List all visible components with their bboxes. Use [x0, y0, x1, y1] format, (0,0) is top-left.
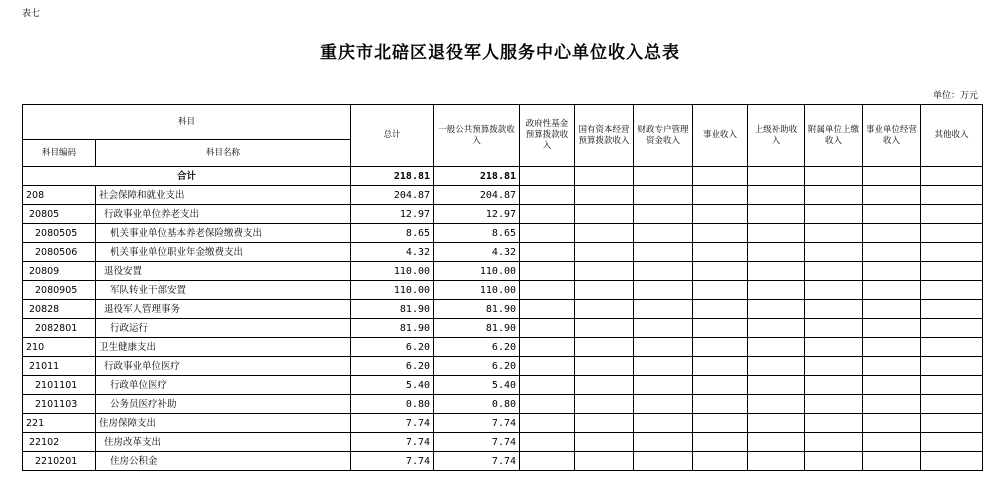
total-amount: 218.81	[351, 167, 434, 186]
empty-cell	[520, 338, 575, 357]
empty-cell	[805, 357, 863, 376]
general-budget-cell: 7.74	[434, 452, 520, 471]
empty-cell	[575, 262, 634, 281]
table-row	[23, 319, 983, 338]
total-cell: 110.00	[351, 281, 434, 300]
general-budget-cell: 6.20	[434, 357, 520, 376]
empty-cell	[921, 395, 983, 414]
total-cell: 7.74	[351, 414, 434, 433]
empty-cell	[693, 357, 748, 376]
subject-name-cell: 行政单位医疗	[96, 376, 351, 395]
subject-name-cell: 行政事业单位医疗	[96, 357, 351, 376]
income-summary-table	[22, 104, 983, 471]
header-affiliated: 附属单位上缴收入	[805, 105, 863, 167]
empty-cell	[921, 205, 983, 224]
empty-cell	[805, 300, 863, 319]
empty-cell	[863, 186, 921, 205]
empty-cell	[748, 167, 805, 186]
empty-cell	[634, 186, 693, 205]
empty-cell	[921, 224, 983, 243]
empty-cell	[748, 281, 805, 300]
empty-cell	[693, 205, 748, 224]
empty-cell	[863, 224, 921, 243]
empty-cell	[693, 186, 748, 205]
empty-cell	[805, 433, 863, 452]
empty-cell	[575, 414, 634, 433]
empty-cell	[634, 357, 693, 376]
empty-cell	[520, 300, 575, 319]
empty-cell	[693, 376, 748, 395]
empty-cell	[634, 300, 693, 319]
general-budget-cell: 8.65	[434, 224, 520, 243]
empty-cell	[863, 243, 921, 262]
empty-cell	[520, 319, 575, 338]
empty-cell	[805, 262, 863, 281]
empty-cell	[520, 433, 575, 452]
empty-cell	[634, 224, 693, 243]
table-row	[23, 357, 983, 376]
header-fiscal-special: 财政专户管理资金收入	[634, 105, 693, 167]
general-budget-cell: 4.32	[434, 243, 520, 262]
table-row	[23, 452, 983, 471]
subject-name-cell: 机关事业单位基本养老保险缴费支出	[96, 224, 351, 243]
empty-cell	[921, 262, 983, 281]
empty-cell	[693, 433, 748, 452]
empty-cell	[863, 167, 921, 186]
header-subject: 科目	[23, 105, 351, 140]
empty-cell	[634, 167, 693, 186]
general-budget-cell: 110.00	[434, 262, 520, 281]
empty-cell	[748, 319, 805, 338]
empty-cell	[520, 376, 575, 395]
total-cell: 204.87	[351, 186, 434, 205]
empty-cell	[748, 395, 805, 414]
empty-cell	[863, 376, 921, 395]
table-row	[23, 300, 983, 319]
empty-cell	[575, 281, 634, 300]
empty-cell	[520, 224, 575, 243]
table-row	[23, 395, 983, 414]
total-cell: 0.80	[351, 395, 434, 414]
empty-cell	[693, 300, 748, 319]
empty-cell	[863, 338, 921, 357]
general-budget-cell: 6.20	[434, 338, 520, 357]
empty-cell	[748, 338, 805, 357]
empty-cell	[693, 319, 748, 338]
empty-cell	[575, 243, 634, 262]
subject-code-cell: 2080506	[23, 243, 96, 262]
subject-code-cell: 2210201	[23, 452, 96, 471]
subject-code-cell: 2101103	[23, 395, 96, 414]
empty-cell	[805, 395, 863, 414]
empty-cell	[693, 414, 748, 433]
empty-cell	[863, 262, 921, 281]
empty-cell	[748, 224, 805, 243]
empty-cell	[693, 167, 748, 186]
empty-cell	[520, 414, 575, 433]
empty-cell	[520, 205, 575, 224]
empty-cell	[805, 243, 863, 262]
empty-cell	[575, 224, 634, 243]
empty-cell	[575, 433, 634, 452]
subject-code-cell: 208	[23, 186, 96, 205]
header-general-budget: 一般公共预算拨款收入	[434, 105, 520, 167]
header-operating: 事业单位经营收入	[863, 105, 921, 167]
subject-name-cell: 公务员医疗补助	[96, 395, 351, 414]
subject-name-cell: 行政运行	[96, 319, 351, 338]
table-row	[23, 186, 983, 205]
empty-cell	[520, 281, 575, 300]
subject-name-cell: 卫生健康支出	[96, 338, 351, 357]
subject-code-cell: 2080505	[23, 224, 96, 243]
empty-cell	[805, 186, 863, 205]
total-cell: 8.65	[351, 224, 434, 243]
subject-name-cell: 住房保障支出	[96, 414, 351, 433]
subject-code-cell: 20828	[23, 300, 96, 319]
subject-name-cell: 军队转业干部安置	[96, 281, 351, 300]
empty-cell	[693, 243, 748, 262]
empty-cell	[805, 167, 863, 186]
empty-cell	[805, 281, 863, 300]
empty-cell	[805, 376, 863, 395]
header-business: 事业收入	[693, 105, 748, 167]
general-budget-cell: 7.74	[434, 433, 520, 452]
empty-cell	[520, 167, 575, 186]
total-cell: 7.74	[351, 433, 434, 452]
total-general-amount: 218.81	[434, 167, 520, 186]
empty-cell	[575, 376, 634, 395]
empty-cell	[634, 414, 693, 433]
general-budget-cell: 7.74	[434, 414, 520, 433]
header-superior-subsidy: 上级补助收入	[748, 105, 805, 167]
empty-cell	[805, 338, 863, 357]
empty-cell	[575, 395, 634, 414]
subject-name-cell: 行政事业单位养老支出	[96, 205, 351, 224]
empty-cell	[634, 452, 693, 471]
subject-code-cell: 2101101	[23, 376, 96, 395]
empty-cell	[634, 433, 693, 452]
general-budget-cell: 0.80	[434, 395, 520, 414]
total-row	[23, 167, 983, 186]
empty-cell	[921, 376, 983, 395]
empty-cell	[634, 262, 693, 281]
empty-cell	[921, 338, 983, 357]
empty-cell	[748, 205, 805, 224]
empty-cell	[863, 414, 921, 433]
empty-cell	[634, 205, 693, 224]
empty-cell	[748, 452, 805, 471]
empty-cell	[575, 338, 634, 357]
table-row	[23, 281, 983, 300]
subject-code-cell: 2080905	[23, 281, 96, 300]
total-cell: 6.20	[351, 338, 434, 357]
header-total: 总计	[351, 105, 434, 167]
empty-cell	[863, 319, 921, 338]
empty-cell	[693, 262, 748, 281]
general-budget-cell: 110.00	[434, 281, 520, 300]
empty-cell	[520, 452, 575, 471]
subject-code-cell: 20805	[23, 205, 96, 224]
empty-cell	[921, 319, 983, 338]
table-row	[23, 376, 983, 395]
empty-cell	[921, 243, 983, 262]
empty-cell	[693, 452, 748, 471]
empty-cell	[805, 205, 863, 224]
table-row	[23, 262, 983, 281]
total-cell: 12.97	[351, 205, 434, 224]
empty-cell	[575, 357, 634, 376]
empty-cell	[634, 395, 693, 414]
empty-cell	[921, 414, 983, 433]
empty-cell	[748, 186, 805, 205]
empty-cell	[863, 452, 921, 471]
table-row	[23, 414, 983, 433]
empty-cell	[863, 205, 921, 224]
subject-name-cell: 机关事业单位职业年金缴费支出	[96, 243, 351, 262]
empty-cell	[863, 357, 921, 376]
empty-cell	[863, 300, 921, 319]
empty-cell	[575, 300, 634, 319]
general-budget-cell: 81.90	[434, 319, 520, 338]
empty-cell	[520, 395, 575, 414]
subject-name-cell: 社会保障和就业支出	[96, 186, 351, 205]
empty-cell	[805, 452, 863, 471]
subject-code-cell: 22102	[23, 433, 96, 452]
header-state-capital: 国有资本经营预算拨款收入	[575, 105, 634, 167]
total-cell: 6.20	[351, 357, 434, 376]
empty-cell	[520, 262, 575, 281]
table-row	[23, 433, 983, 452]
empty-cell	[634, 338, 693, 357]
empty-cell	[520, 243, 575, 262]
empty-cell	[575, 205, 634, 224]
empty-cell	[634, 243, 693, 262]
empty-cell	[921, 452, 983, 471]
empty-cell	[805, 224, 863, 243]
general-budget-cell: 81.90	[434, 300, 520, 319]
general-budget-cell: 204.87	[434, 186, 520, 205]
empty-cell	[575, 167, 634, 186]
general-budget-cell: 12.97	[434, 205, 520, 224]
empty-cell	[693, 224, 748, 243]
empty-cell	[575, 319, 634, 338]
empty-cell	[693, 395, 748, 414]
general-budget-cell: 5.40	[434, 376, 520, 395]
table-row	[23, 243, 983, 262]
empty-cell	[921, 433, 983, 452]
subject-name-cell: 住房改革支出	[96, 433, 351, 452]
empty-cell	[575, 452, 634, 471]
empty-cell	[748, 243, 805, 262]
empty-cell	[863, 433, 921, 452]
header-gov-fund: 政府性基金预算拨款收入	[520, 105, 575, 167]
total-cell: 5.40	[351, 376, 434, 395]
empty-cell	[575, 186, 634, 205]
empty-cell	[805, 414, 863, 433]
table-row	[23, 338, 983, 357]
total-cell: 81.90	[351, 319, 434, 338]
table-number: 表七	[22, 9, 41, 19]
empty-cell	[520, 357, 575, 376]
empty-cell	[693, 338, 748, 357]
total-label: 合计	[23, 167, 351, 186]
subject-name-cell: 退役军人管理事务	[96, 300, 351, 319]
subject-code-cell: 221	[23, 414, 96, 433]
total-cell: 81.90	[351, 300, 434, 319]
subject-code-cell: 2082801	[23, 319, 96, 338]
empty-cell	[748, 300, 805, 319]
empty-cell	[921, 357, 983, 376]
page-title: 重庆市北碚区退役军人服务中心单位收入总表	[320, 43, 680, 63]
empty-cell	[693, 281, 748, 300]
total-cell: 4.32	[351, 243, 434, 262]
unit-label: 单位：万元	[932, 91, 978, 101]
empty-cell	[520, 186, 575, 205]
empty-cell	[863, 395, 921, 414]
empty-cell	[634, 319, 693, 338]
subject-name-cell: 住房公积金	[96, 452, 351, 471]
total-cell: 110.00	[351, 262, 434, 281]
header-name: 科目名称	[96, 140, 351, 167]
table-row	[23, 224, 983, 243]
table-row	[23, 205, 983, 224]
subject-code-cell: 21011	[23, 357, 96, 376]
empty-cell	[921, 167, 983, 186]
header-other: 其他收入	[921, 105, 983, 167]
empty-cell	[634, 281, 693, 300]
empty-cell	[805, 319, 863, 338]
empty-cell	[748, 414, 805, 433]
empty-cell	[863, 281, 921, 300]
subject-name-cell: 退役安置	[96, 262, 351, 281]
total-cell: 7.74	[351, 452, 434, 471]
empty-cell	[921, 281, 983, 300]
empty-cell	[748, 262, 805, 281]
empty-cell	[748, 357, 805, 376]
empty-cell	[921, 186, 983, 205]
empty-cell	[748, 376, 805, 395]
header-code: 科目编码	[23, 140, 96, 167]
empty-cell	[921, 300, 983, 319]
subject-code-cell: 20809	[23, 262, 96, 281]
empty-cell	[748, 433, 805, 452]
subject-code-cell: 210	[23, 338, 96, 357]
empty-cell	[634, 376, 693, 395]
